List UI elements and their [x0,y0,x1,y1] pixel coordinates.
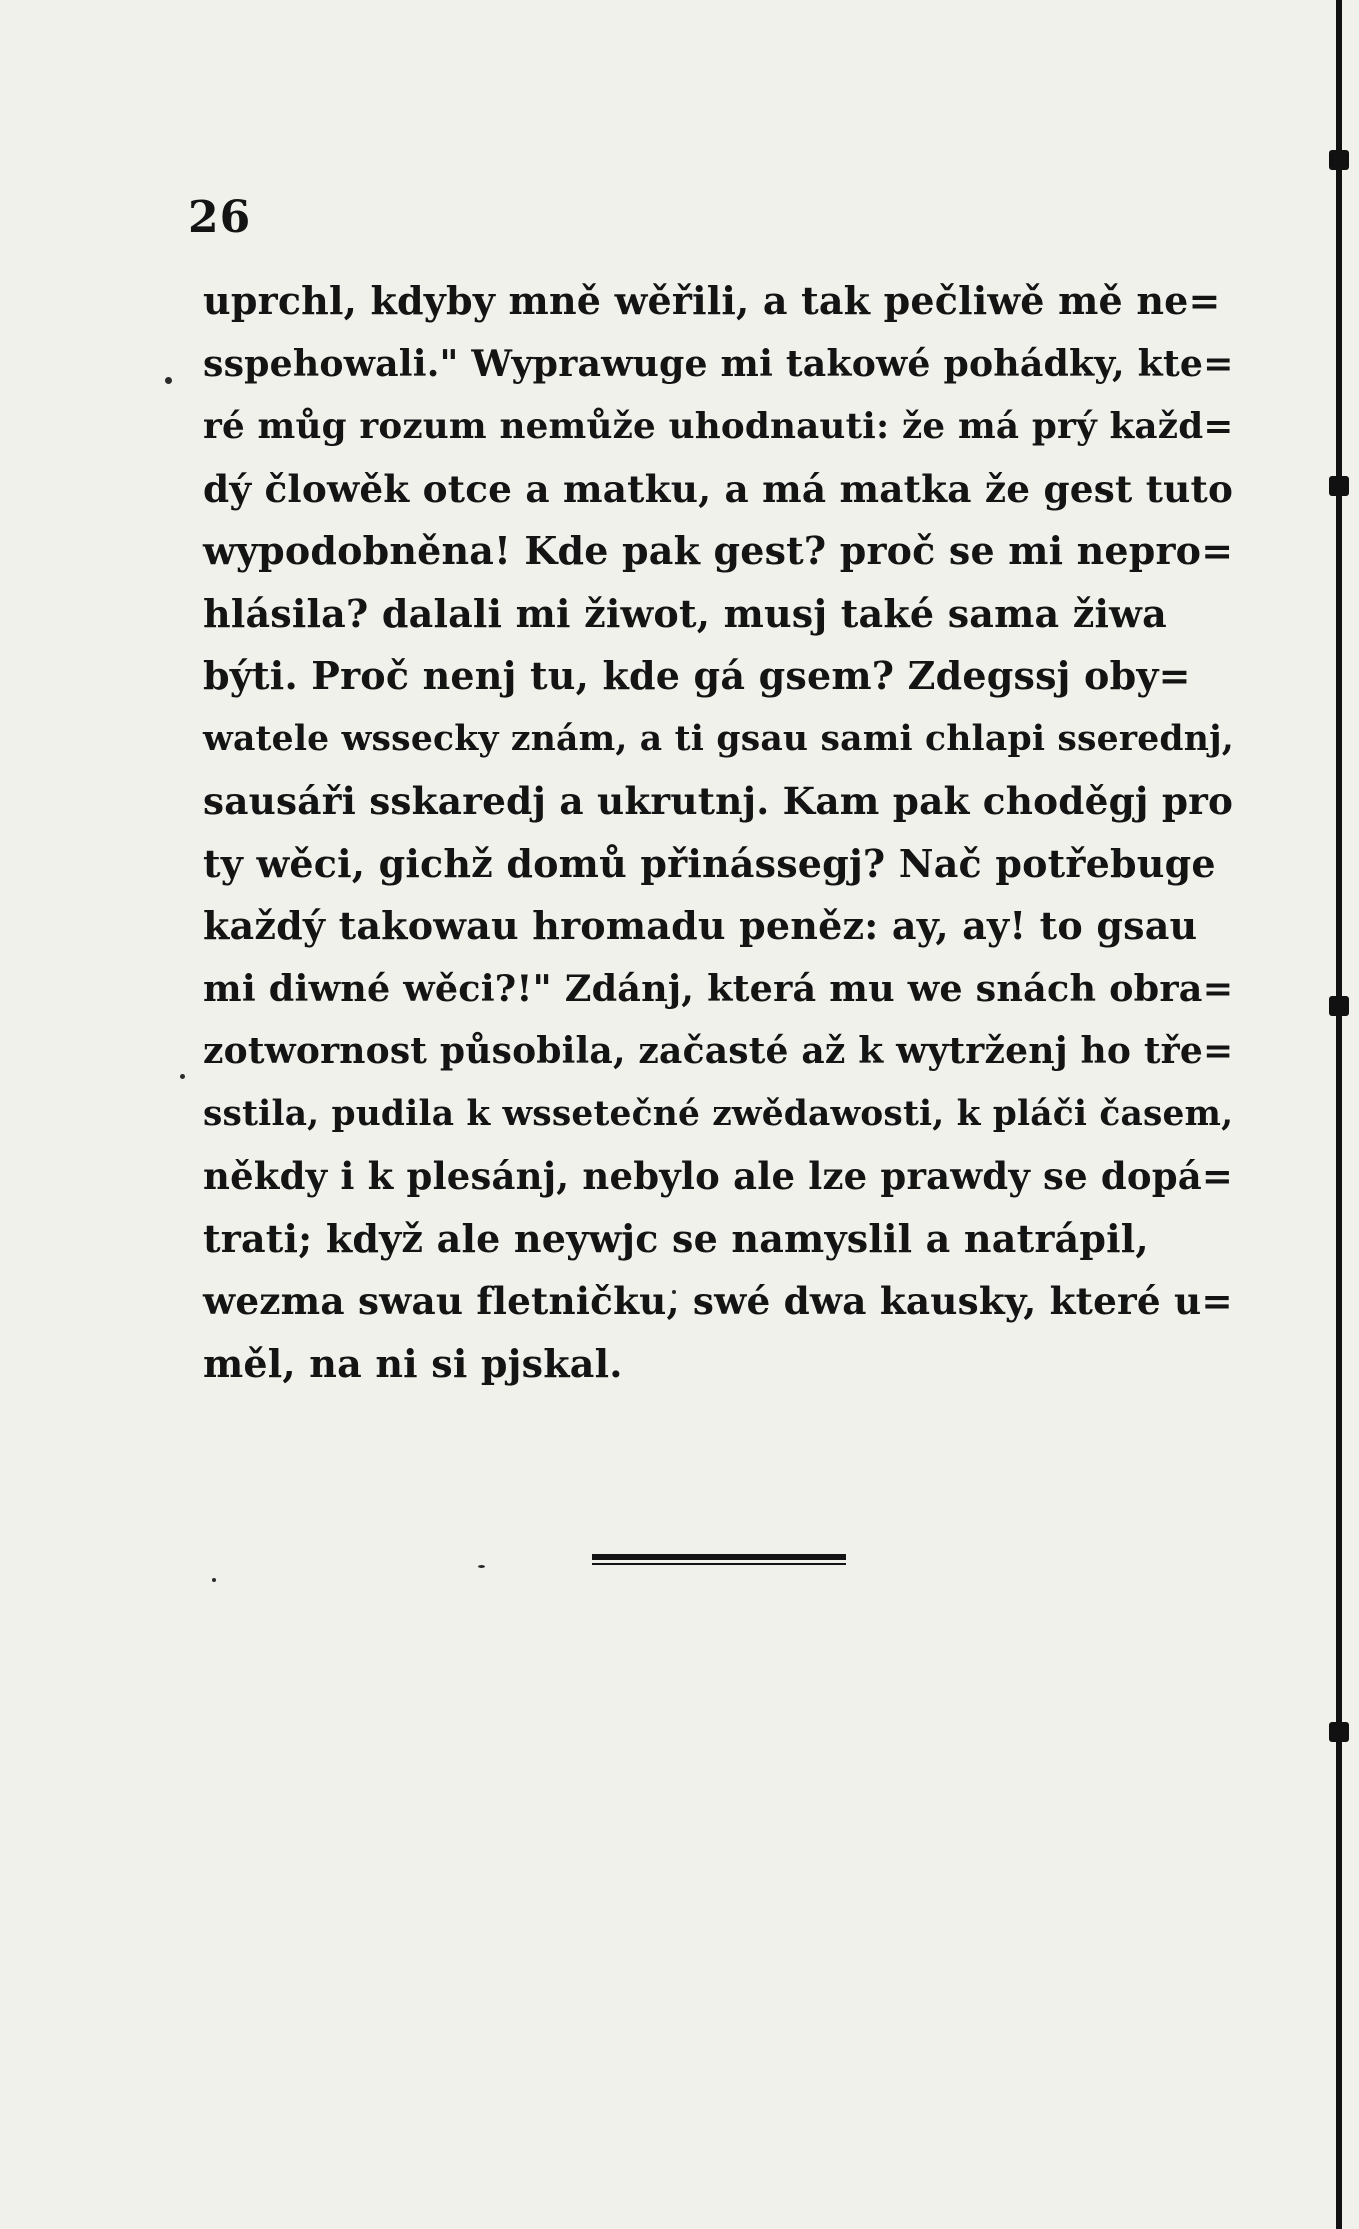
text-line: watele wssecky znám, a ti gsau sami chlapi sserednj, [203,718,1235,759]
text-line: mi diwné wěci?!" Zdánj, která mu we snách obra= [203,966,1234,1010]
divider-thick-line [592,1554,846,1560]
text-line: ty wěci, gichž domů přinássegj? Nač potřebuge [203,840,1216,886]
print-speck [165,377,172,384]
text-line: zotwornost působila, začasté až k wytrženj ho tře= [203,1030,1234,1072]
text-line: býti. Proč nenj tu, kde gá gsem? Zdegssj oby= [203,653,1191,698]
text-line: každý takowau hromadu peněz: ay, ay! to gsau [203,903,1198,948]
binding-mark [1329,150,1349,170]
binding-mark [1329,996,1349,1016]
text-line: měl, na ni si pjskal. [203,1340,623,1386]
text-line: hlásila? dalali mi žiwot, musj také sama žiwa [203,590,1167,636]
section-divider [592,1554,846,1564]
text-line: wypodobněna! Kde pak gest? proč se mi nepro= [203,528,1234,573]
page-number: 26 [188,192,252,243]
text-line: sausáři sskaredj a ukrutnj. Kam pak choděgj pro [203,779,1234,823]
print-speck [180,1074,185,1079]
body-text [203,270,1233,1395]
binding-mark [1329,1722,1349,1742]
text-line: dý člowěk otce a matku, a má matka že gest tuto [203,466,1234,511]
text-line: někdy i k plesánj, nebylo ale lze prawdy se dopá= [203,1154,1234,1198]
binding-mark [1329,476,1349,496]
text-line: uprchl, kdyby mně wěřili, a tak pečliwě mě ne= [203,278,1221,323]
text-line: ré můg rozum nemůže uhodnauti: že má prý každ= [203,405,1234,447]
print-speck [478,1565,485,1568]
text-line: sspehowali." Wyprawuge mi takowé pohádky, kte= [203,341,1234,385]
page-binding-edge [1336,0,1342,2229]
text-line: trati; když ale neywjc se namyslil a natrápil, [203,1215,1149,1261]
divider-thin-line [592,1563,846,1565]
text-line: wezma swau fletničku, swé dwa kausky, které u= [203,1279,1233,1323]
print-speck [212,1578,216,1582]
text-line: sstila, pudila k wssetečné zwědawosti, k pláči časem, [203,1093,1234,1134]
